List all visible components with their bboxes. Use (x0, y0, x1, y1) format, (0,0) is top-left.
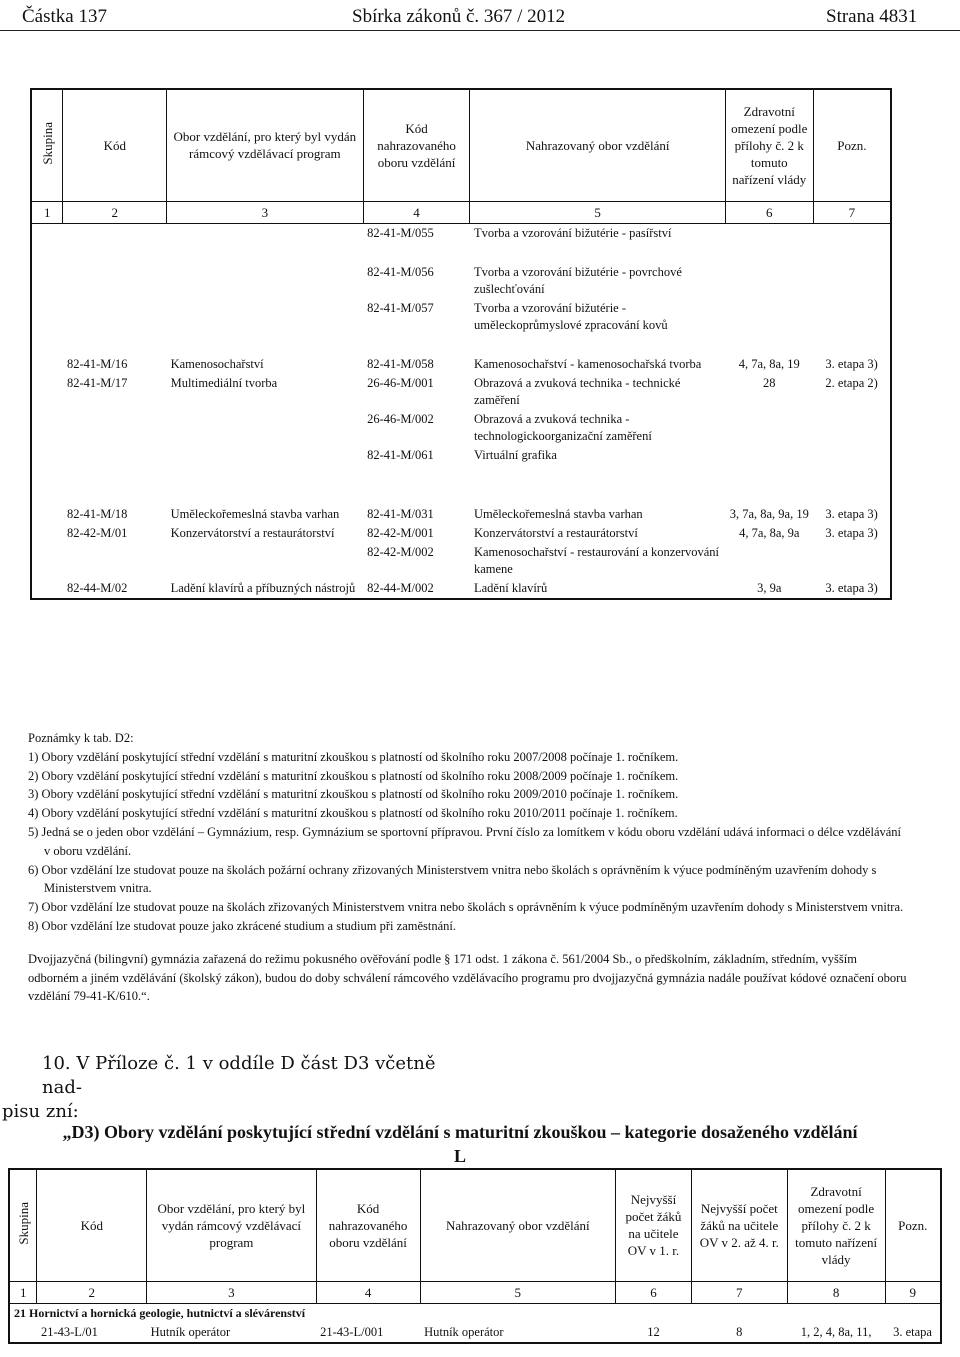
cell-note (813, 299, 891, 335)
cell-field (167, 263, 364, 299)
note-item: 6) Obor vzdělání lze studovat pouze na školách požární ochrany zřizovaných Ministerstvem vnitra nebo školách s oprávněním k výuce podmíněným uzavřením dohody s Ministerstvem vnitra. (28, 862, 877, 896)
col-header: Nahrazovaný obor vzdělání (470, 89, 725, 201)
column-number-row (9, 1281, 941, 1303)
cell-note: 3. etapa 3) (825, 580, 878, 595)
cell-field: Hutník operátor (150, 1324, 231, 1339)
cell-old-field: Tvorba a vzorování bižutérie - uměleckoprůmyslové zpracování kovů (473, 300, 668, 332)
section-title: „D3) Obory vzdělání poskytující střední vzdělání s maturitní zkouškou – kategorie dosaženého vzdělání L (62, 1122, 858, 1166)
cell-old-field: Obrazová a zvuková technika - technické zaměření (473, 375, 681, 407)
cell-note (813, 543, 891, 579)
cell-code: 82-41-M/16 (66, 356, 128, 371)
col-number: 4 (363, 201, 470, 223)
cell-health (725, 223, 813, 243)
cell-old-field: Uměleckořemeslná stavba varhan (473, 506, 643, 521)
table-d3 (8, 1168, 942, 1344)
col-number: 6 (725, 201, 813, 223)
cell-old-code: 26-46-M/001 (367, 375, 434, 390)
col-header: Zdravotní omezení podle přílohy č. 2 k tomuto nařízení vlády (787, 1169, 885, 1281)
cell-code (63, 299, 167, 335)
point-10 (0, 1052, 480, 1124)
col-number: 2 (63, 201, 167, 223)
col-number: 3 (147, 1281, 317, 1303)
cell-field: Multimediální tvorba (170, 375, 278, 390)
cell-old-field: Ladění klavírů (473, 580, 548, 595)
cell-field (167, 543, 364, 579)
cell-code (63, 223, 167, 243)
cell-old-code: 82-41-M/056 (367, 264, 434, 279)
table-header-row (31, 89, 891, 201)
col-header-group: Skupina (9, 1169, 37, 1281)
cell-health (725, 410, 813, 446)
cell-health (725, 263, 813, 299)
cell-code: 82-42-M/01 (66, 525, 128, 540)
cell-old-code: 82-41-M/061 (367, 447, 434, 462)
cell-health: 28 (763, 375, 776, 390)
table-row (31, 410, 891, 446)
note-item: 7) Obor vzdělání lze studovat pouze na školách zřizovaných Ministerstvem vnitra nebo školách s oprávněním k výuce podmíněným uzavřením dohody s Ministerstvem vnitra. (28, 900, 904, 915)
cell-old-code: 26-46-M/002 (367, 411, 434, 426)
column-number-row (31, 201, 891, 223)
col-number: 5 (420, 1281, 615, 1303)
note-item: 8) Obor vzdělání lze studovat pouze jako zkrácené studium a studium při zaměstnání. (28, 918, 456, 933)
cell-note (813, 410, 891, 446)
col-number: 6 (616, 1281, 692, 1303)
cell-field (167, 410, 364, 446)
table-row (31, 374, 891, 410)
cell-code (63, 410, 167, 446)
cell-old-field: Kamenosochařství - kamenosochařská tvorba (473, 356, 702, 371)
notes-heading: Poznámky k tab. D2: (28, 731, 134, 745)
note-item: 4) Obory vzdělání poskytující střední vzdělání s maturitní zkouškou s platností od školního roku 2010/2011 počínaje 1. ročníkem. (28, 806, 678, 821)
cell-health (725, 543, 813, 579)
col-number: 3 (167, 201, 364, 223)
cell-note: 3. etapa 3) (825, 506, 878, 521)
col-number: 1 (9, 1281, 37, 1303)
cell-code: 21-43-L/01 (40, 1324, 98, 1339)
point-10-line2: pisu zní: (2, 1101, 79, 1122)
table-row (31, 579, 891, 599)
table-row (9, 1323, 941, 1343)
cell-old-code: 82-41-M/058 (367, 356, 434, 371)
col-header: Kód (37, 1169, 147, 1281)
bilingual-paragraph: Dvojjazyčná (bilingvní) gymnázia zařazená do režimu pokusného ověřování podle § 171 odst. 1 zákona č. 561/2004 Sb., o předškolním, základním, středním, vyšším odborném a jiném vzdělávání (školský zákon), budou do doby schválení rámcového vzdělávacího programu pro dvojjazyčná gymnázia nadále používat kódové označení oboru vzdělání 79-41-K/610.“. (28, 951, 907, 1004)
col-header: Obor vzdělání, pro který byl vydán rámcový vzdělávací program (147, 1169, 317, 1281)
table-row (31, 263, 891, 299)
col-number: 2 (37, 1281, 147, 1303)
cell-code (63, 263, 167, 299)
table-row (31, 299, 891, 335)
col-header: Kód nahrazovaného oboru vzdělání (316, 1169, 420, 1281)
table-row (31, 543, 891, 579)
cell-field: Ladění klavírů a příbuzných nástrojů (170, 580, 356, 595)
col-number: 7 (691, 1281, 787, 1303)
col-header: Nahrazovaný obor vzdělání (420, 1169, 615, 1281)
cell-field: Konzervátorství a restaurátorství (170, 525, 335, 540)
col-header: Obor vzdělání, pro který byl vydán rámcový vzdělávací program (167, 89, 364, 201)
col-number: 1 (31, 201, 63, 223)
table-d2 (30, 88, 892, 600)
table-notes (28, 729, 908, 1006)
cell-code (63, 543, 167, 579)
col-header-group: Skupina (31, 89, 63, 201)
cell-old-code: 82-41-M/031 (367, 506, 434, 521)
cell-note: 3. etapa 3) (825, 356, 878, 371)
cell-old-field: Virtuální grafika (473, 447, 557, 462)
cell-code (63, 446, 167, 465)
cell-max-pupils-2-4: 8 (736, 1324, 743, 1339)
col-number: 9 (885, 1281, 941, 1303)
cell-health: 4, 7a, 8a, 19 (738, 356, 800, 371)
page-header (0, 0, 960, 31)
cell-note (813, 223, 891, 243)
table-row (31, 446, 891, 465)
col-number: 8 (787, 1281, 885, 1303)
cell-max-pupils-1: 12 (647, 1324, 660, 1339)
cell-field (167, 446, 364, 465)
table-body (31, 223, 891, 599)
cell-old-code: 21-43-L/001 (320, 1324, 384, 1339)
col-header: Pozn. (885, 1169, 941, 1281)
note-item: 1) Obory vzdělání poskytující střední vzdělání s maturitní zkouškou s platností od školního roku 2007/2008 počínaje 1. ročníkem. (28, 749, 679, 764)
col-header: Zdravotní omezení podle přílohy č. 2 k tomuto nařízení vlády (725, 89, 813, 201)
cell-old-code: 82-41-M/055 (367, 225, 434, 240)
cell-health (725, 299, 813, 335)
col-number: 5 (470, 201, 725, 223)
cell-old-field: Obrazová a zvuková technika - technologickoorganizační zaměření (473, 411, 652, 443)
table-row (31, 355, 891, 374)
cell-code: 82-41-M/17 (66, 375, 128, 390)
table-row (31, 223, 891, 243)
cell-old-field: Tvorba a vzorování bižutérie - pasířství (473, 225, 672, 240)
col-number: 4 (316, 1281, 420, 1303)
cell-field (167, 223, 364, 243)
group-row (9, 1303, 941, 1323)
cell-note (813, 263, 891, 299)
header-collection: Sbírka zákonů č. 367 / 2012 (352, 6, 566, 27)
cell-old-field: Hutník operátor (424, 1324, 504, 1339)
cell-health (725, 446, 813, 465)
cell-note: 3. etapa 3) (825, 525, 878, 540)
cell-code: 82-41-M/18 (66, 506, 128, 521)
cell-field: Uměleckořemeslná stavba varhan (170, 506, 340, 521)
header-page: Strana 4831 (826, 6, 918, 27)
cell-old-field: Kamenosochařství - restaurování a konzervování kamene (473, 544, 720, 576)
note-item: 5) Jedná se o jeden obor vzdělání – Gymnázium, resp. Gymnázium se sportovní přípravou. První číslo za lomítkem v kódu oboru vzdělání udává informaci o délce vzdělávání v oboru vzdělání. (28, 824, 902, 858)
note-item: 3) Obory vzdělání poskytující střední vzdělání s maturitní zkouškou s platností od školního roku 2009/2010 počínaje 1. ročníkem. (28, 787, 679, 802)
cell-old-code: 82-42-M/001 (367, 525, 434, 540)
note-item: 2) Obory vzdělání poskytující střední vzdělání s maturitní zkouškou s platností od školního roku 2008/2009 počínaje 1. ročníkem. (28, 768, 679, 783)
table-header-row (9, 1169, 941, 1281)
col-number: 7 (813, 201, 891, 223)
cell-code: 82-44-M/02 (66, 580, 128, 595)
group-label: 21 Hornictví a hornická geologie, hutnictví a slévárenství (14, 1305, 306, 1320)
point-10-line1: 10. V Příloze č. 1 v oddíle D část D3 včetně nad- (42, 1053, 436, 1098)
col-header: Pozn. (813, 89, 891, 201)
col-header: Kód nahrazovaného oboru vzdělání (363, 89, 470, 201)
table-row (31, 524, 891, 543)
cell-note (813, 446, 891, 465)
cell-field (167, 299, 364, 335)
cell-old-field: Konzervátorství a restaurátorství (473, 525, 638, 540)
cell-note: 2. etapa 2) (825, 375, 878, 390)
col-header: Kód (63, 89, 167, 201)
cell-health: 3, 7a, 8a, 9a, 19 (729, 506, 809, 521)
header-part: Částka 137 (22, 6, 107, 27)
col-header: Nejvyšší počet žáků na učitele OV v 2. až 4. r. (691, 1169, 787, 1281)
cell-old-code: 82-44-M/002 (367, 580, 434, 595)
cell-old-code: 82-41-M/057 (367, 300, 434, 315)
cell-health: 1, 2, 4, 8a, 11, (800, 1324, 872, 1339)
cell-field: Kamenosochařství (170, 356, 264, 371)
cell-old-field: Tvorba a vzorování bižutérie - povrchové zušlechťování (473, 264, 682, 296)
cell-health: 3, 9a (757, 580, 782, 595)
col-header: Nejvyšší počet žáků na učitele OV v 1. r. (616, 1169, 692, 1281)
cell-old-code: 82-42-M/002 (367, 544, 434, 559)
table-row (31, 505, 891, 524)
cell-note: 3. etapa (893, 1324, 932, 1339)
cell-health: 4, 7a, 8a, 9a (739, 525, 800, 540)
